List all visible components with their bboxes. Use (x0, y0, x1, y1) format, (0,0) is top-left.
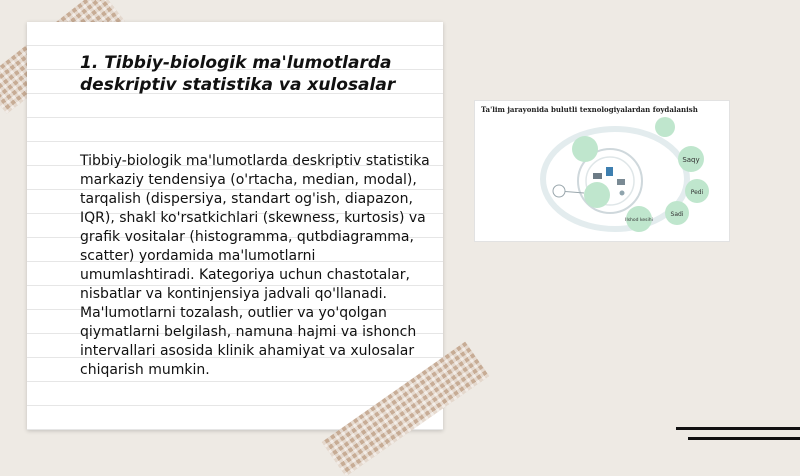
decorative-rule-1 (676, 427, 800, 430)
decorative-rule-2 (688, 437, 800, 440)
diagram-node (655, 117, 675, 137)
slide-title (80, 52, 420, 96)
cloud-icon (620, 191, 625, 196)
slide-title-line-1: 1. Tibbiy-biologik ma'lumotlarda (80, 53, 392, 73)
slide-title-line-2: deskriptiv statistika va xulosalar (80, 75, 396, 95)
node-label: Pedi (690, 189, 704, 196)
node-label: Saqy (682, 156, 700, 164)
cloud-tech-diagram (474, 100, 730, 242)
node-label: Sadi (670, 211, 684, 218)
monitor-icon (617, 179, 625, 185)
tablet-icon (606, 167, 613, 176)
laptop-icon (593, 173, 602, 179)
diagram-endpoint (553, 185, 565, 197)
diagram-node (572, 136, 598, 162)
node-label: Ilshod kesihi (625, 218, 653, 223)
diagram-graphic (475, 101, 729, 241)
diagram-title: Ta'lim jarayonida bulutli texnologiyalardan foydalanish (481, 105, 698, 114)
slide-body-text: Tibbiy-biologik ma'lumotlarda deskriptiv statistika markaziy tendensiya (o'rtacha, median, modal), tarqalish (dispersiya, standart og'ish, diapazon, IQR), shakl ko'rsatkichlari (skewness, kurtosis) va grafik vositalar (histogramma, qutbdiagramma, scatter) yordamida ma'lumotlarni umumlashtiradi. Kategoriya uchun chastotalar, nisbatlar va kontinjensiya jadvali qo'llanadi. Ma'lumotlarni tozalash, outlier va yo'qolgan qiymatlarni belgilash, namuna hajmi va ishonch intervallari asosida klinik ahamiyat va xulosalar chiqarish mumkin. (80, 153, 430, 378)
diagram-node (584, 182, 610, 208)
